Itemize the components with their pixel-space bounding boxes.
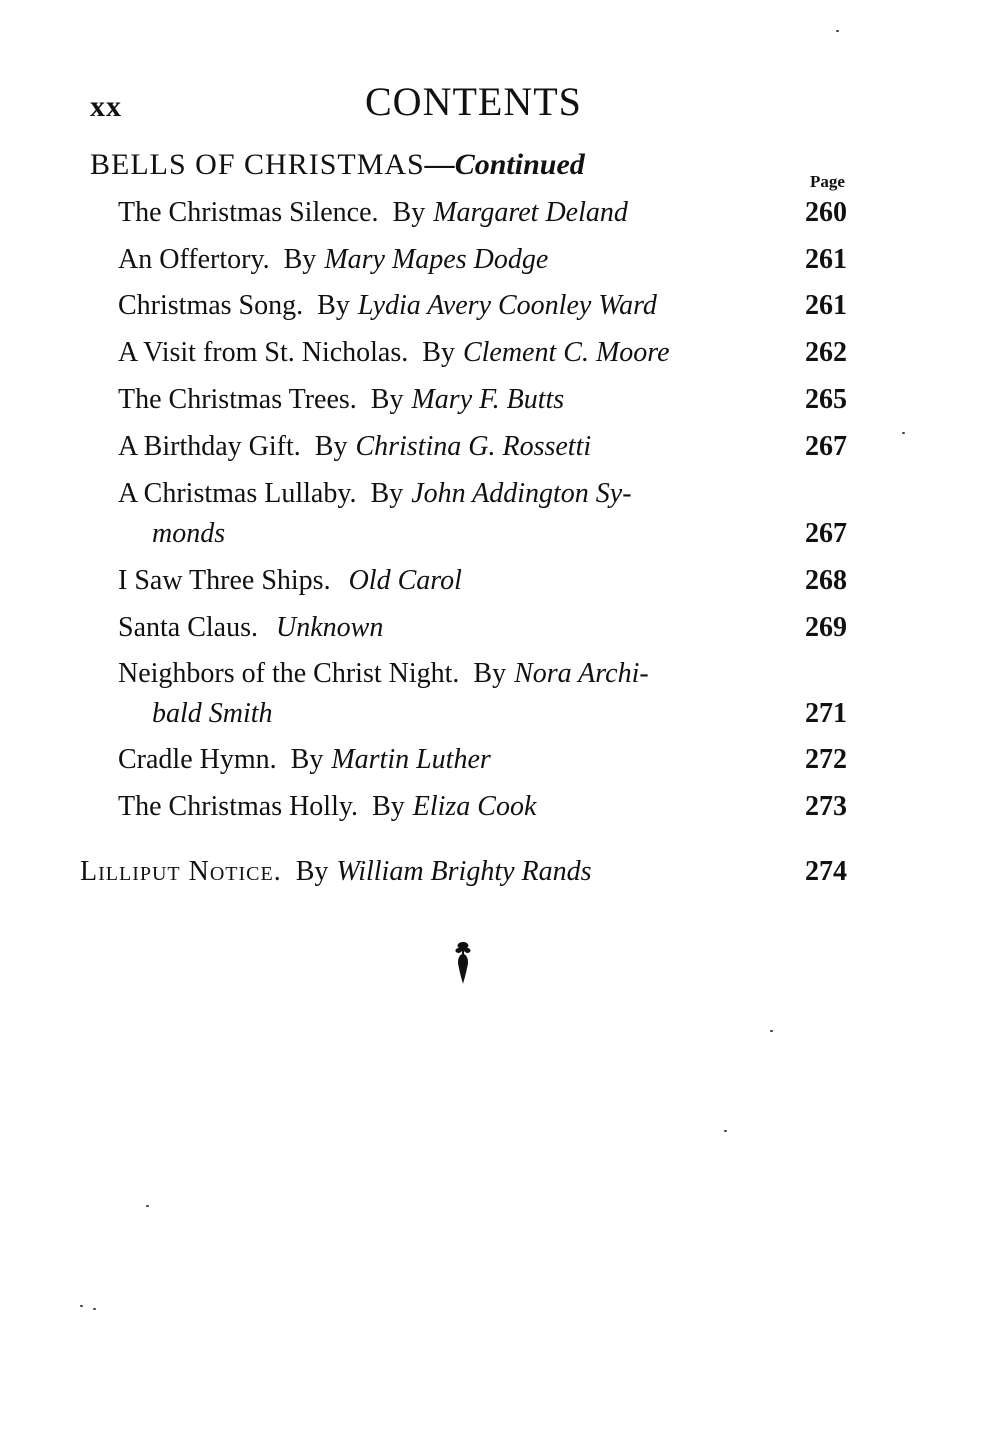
toc-entry (118, 561, 798, 601)
entry-title: The Christmas Silence. (118, 197, 379, 228)
toc-entry (118, 380, 798, 420)
page-title: CONTENTS (365, 79, 582, 124)
entry-page-number: 260 (805, 197, 847, 228)
toc-entry (118, 654, 798, 734)
entry-by: By (372, 791, 405, 822)
entry-title: Lilliput Notice. (80, 856, 282, 887)
entry-page-number: 271 (805, 698, 847, 729)
entry-author-continued: monds (152, 518, 226, 549)
entry-author: Lydia Avery Coonley Ward (357, 290, 657, 321)
entry-title: The Christmas Holly. (118, 791, 359, 822)
entry-author: Clement C. Moore (462, 337, 670, 368)
entry-author: John Addington Sy- (411, 478, 632, 509)
scan-speck (93, 1308, 96, 1310)
entry-by: By (392, 197, 426, 228)
entry-title: Cradle Hymn. (118, 744, 277, 775)
entry-page-number: 267 (805, 518, 847, 549)
entry-by: By (473, 658, 507, 689)
entry-title: A Visit from St. Nicholas. (118, 337, 409, 368)
entry-author: Christina G. Rossetti (355, 431, 592, 462)
entry-page-number: 269 (805, 612, 847, 643)
entry-author: William Brighty Rands (336, 856, 592, 887)
entry-author: Margaret Deland (433, 197, 628, 228)
section-title: BELLS OF CHRISTMAS (90, 148, 425, 181)
entry-title: I Saw Three Ships. (118, 565, 331, 596)
entry-author-continued: bald Smith (152, 698, 273, 729)
entry-title: Neighbors of the Christ Night. (118, 658, 460, 689)
entry-page-number: 273 (805, 791, 847, 822)
scan-speck (902, 432, 905, 434)
entry-page-number: 267 (805, 431, 847, 462)
toc-entry (118, 286, 798, 326)
entry-by: By (290, 744, 324, 775)
toc-entry (118, 193, 798, 233)
entry-page-number: 261 (805, 244, 847, 275)
entry-page-number: 261 (805, 290, 847, 321)
entry-title: Christmas Song. (118, 290, 304, 321)
entry-author: Nora Archi- (514, 658, 649, 689)
entry-title: The Christmas Trees. (118, 384, 357, 415)
page-column-label: Page (810, 172, 845, 191)
entry-attribution: Unknown (276, 612, 384, 643)
entry-by: By (317, 290, 350, 321)
section-heading (90, 148, 585, 182)
toc-entry (118, 787, 798, 827)
entry-by: By (370, 478, 404, 509)
toc-entry-lilliput (80, 852, 592, 892)
section-continued: —Continued (424, 148, 585, 181)
toc-entry (118, 240, 798, 280)
entry-title: Santa Claus. (118, 612, 258, 643)
scan-speck (724, 1130, 727, 1132)
entry-title: A Birthday Gift. (118, 431, 301, 462)
entry-title: A Christmas Lullaby. (118, 478, 357, 509)
entry-attribution: Old Carol (348, 565, 462, 596)
scan-speck (80, 1305, 83, 1307)
entry-author: Eliza Cook (412, 791, 537, 822)
entry-page-number: 274 (805, 856, 847, 887)
scan-speck (146, 1205, 149, 1207)
entry-by: By (370, 384, 404, 415)
entry-author: Mary F. Butts (411, 384, 565, 415)
entry-page-number: 272 (805, 744, 847, 775)
toc-entry (118, 333, 798, 373)
entry-page-number: 262 (805, 337, 847, 368)
entry-by: By (295, 856, 329, 887)
entry-page-number: 265 (805, 384, 847, 415)
entry-by: By (314, 431, 348, 462)
toc-entry (118, 740, 798, 780)
entry-author: Mary Mapes Dodge (324, 244, 549, 275)
entry-title: An Offertory. (118, 244, 270, 275)
toc-entry (118, 427, 798, 467)
fleuron-icon (450, 940, 476, 986)
entry-author: Martin Luther (331, 744, 491, 775)
folio-number: xx (90, 90, 122, 123)
entry-page-number: 268 (805, 565, 847, 596)
toc-entry (118, 474, 798, 554)
entry-by: By (422, 337, 455, 368)
entry-by: By (283, 244, 317, 275)
toc-entry (118, 608, 798, 648)
scan-speck (770, 1030, 773, 1032)
scan-speck (836, 30, 839, 32)
